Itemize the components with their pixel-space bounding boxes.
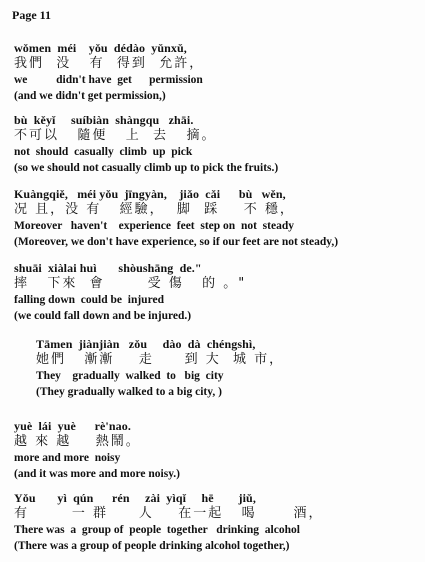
- word-gloss-line: falling down could be injured: [14, 294, 164, 306]
- word-gloss-line: more and more noisy: [14, 452, 121, 464]
- page-number: Page 11: [12, 8, 51, 22]
- stanza-5: [36, 336, 425, 400]
- pinyin-line: Yǒu yì qún rén zài yìqǐ hē jiǔ,: [14, 491, 256, 505]
- stanza-1: [14, 40, 419, 104]
- pinyin-line: shuāi xiàlai huì shòushāng de.": [14, 261, 202, 275]
- pinyin-line: yuè lái yuè rè'nao.: [14, 419, 131, 433]
- chinese-line: 有 一 群 人 在一起 喝 酒，: [14, 506, 324, 521]
- stanza-3: [14, 186, 419, 250]
- pinyin-line: Kuàngqiě, méi yǒu jīngyàn, jiǎo cǎi bù wěn,: [14, 187, 286, 201]
- translation-line: (so we should not casually climb up to pick the fruits.): [14, 162, 279, 174]
- word-gloss-line: They gradually walked to big city: [36, 370, 224, 382]
- stanza-7: [14, 490, 419, 554]
- stanza-6: [14, 418, 419, 482]
- translation-line: (we could fall down and be injured.): [14, 310, 192, 322]
- chinese-line: 我們 没 有 得到 允許，: [14, 56, 205, 71]
- word-gloss-line: Moreover haven't experience feet step on not steady: [14, 220, 294, 232]
- translation-line: (and we didn't get permission,): [14, 90, 166, 102]
- chinese-line: 摔 下來 會 受 傷 的 。": [14, 276, 247, 291]
- pinyin-line: wǒmen méi yǒu dédào yǔnxǔ,: [14, 41, 187, 55]
- chinese-line: 况 且，没 有 經驗， 脚 踩 不 穩，: [14, 202, 295, 217]
- word-gloss-line: we didn't have get permission: [14, 74, 203, 86]
- pinyin-line: bù kěyǐ suíbiàn shàngqu zhāi.: [14, 113, 194, 127]
- word-gloss-line: not should casually climb up pick: [14, 146, 193, 158]
- translation-line: (There was a group of people drinking alcohol together,): [14, 540, 290, 552]
- word-gloss-line: There was a group of people together drinking alcohol: [14, 524, 300, 536]
- translation-line: (They gradually walked to a big city, ): [36, 386, 222, 398]
- stanza-4: [14, 260, 419, 324]
- chinese-line: 她們 漸漸 走 到 大 城 市，: [36, 352, 285, 367]
- chinese-line: 越 來 越 熱鬧。: [14, 434, 141, 449]
- translation-line: (and it was more and more noisy.): [14, 468, 181, 480]
- stanza-2: [14, 112, 419, 176]
- chinese-line: 不可以 隨便 上 去 摘。: [14, 128, 217, 143]
- pinyin-line: Tāmen jiànjiàn zǒu dào dà chéngshì,: [36, 337, 256, 351]
- translation-line: (Moreover, we don't have experience, so if our feet are not steady,): [14, 236, 339, 248]
